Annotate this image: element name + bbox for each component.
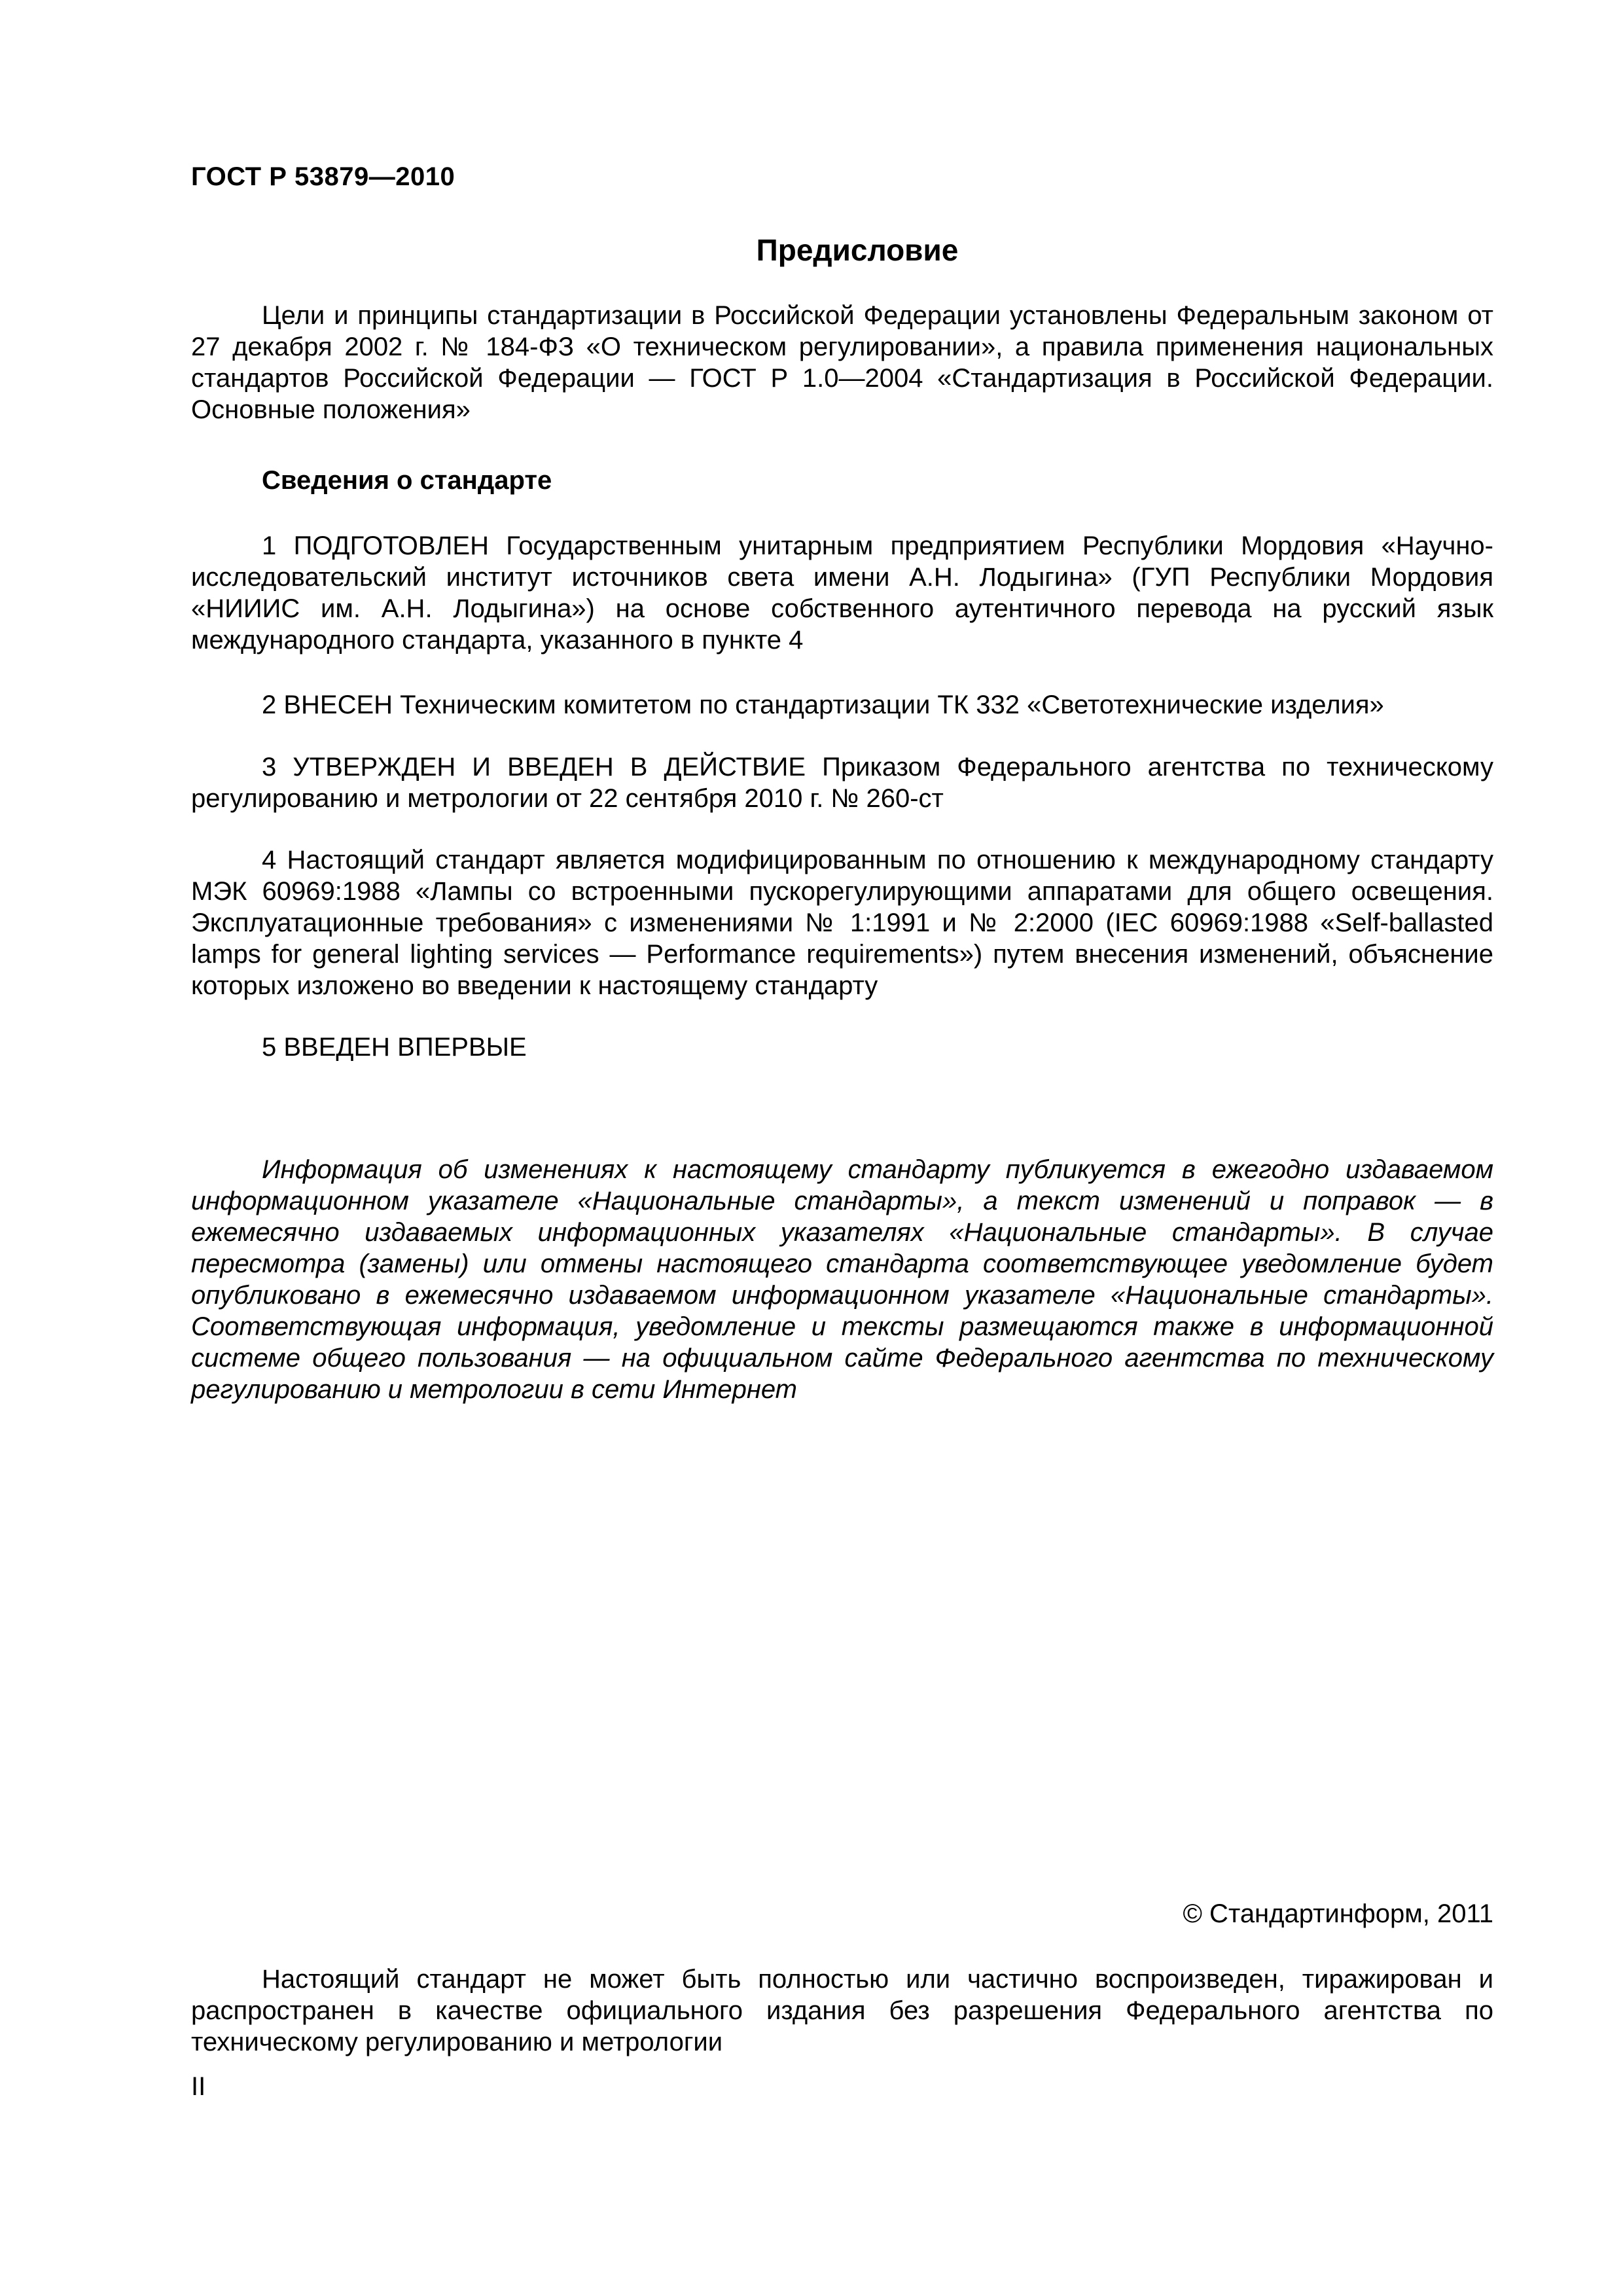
section-heading: Сведения о стандарте bbox=[262, 466, 552, 495]
document-code: ГОСТ Р 53879—2010 bbox=[191, 162, 455, 191]
list-item-2: 2 ВНЕСЕН Техническим комитетом по стандартизации ТК 332 «Светотехнические изделия» bbox=[262, 691, 1384, 719]
page-title: Предисловие bbox=[756, 233, 959, 267]
list-item-1: 1 ПОДГОТОВЛЕН Государственным унитарным предприятием Республики Мордовия «Научно-исследовательский институт источников света имени А.Н. Лодыгина» (ГУП Республики Мордовия «НИИИС им. А.Н. Лодыгина») на основе собственного аутентичного перевода на русский язык международного стандарта, указанного в пункте 4 bbox=[191, 531, 1493, 655]
list-item-3: 3 УТВЕРЖДЕН И ВВЕДЕН В ДЕЙСТВИЕ Приказом Федерального агентства по техническому регулированию и метрологии от 22 сентября 2010 г. № 260-ст bbox=[191, 753, 1493, 813]
changes-notice: Информация об изменениях к настоящему стандарту публикуется в ежегодно издаваемом информационном указателе «Национальные стандарты», а текст изменений и поправок — в ежемесячно издаваемых информационных указателях «Национальные стандарты». В случае пересмотра (замены) или отмены настоящего стандарта соответствующее уведомление будет опубликовано в ежемесячно издаваемом информационном указателе «Национальные стандарты». Соответствующая информация, уведомление и тексты размещаются также в информационной системе общего пользования — на официальном сайте Федерального агентства по техническому регулированию и метрологии в сети Интернет bbox=[191, 1155, 1493, 1404]
page-number: II bbox=[191, 2072, 206, 2101]
reproduction-notice: Настоящий стандарт не может быть полностью или частично воспроизведен, тиражирован и распространен в качестве официального издания без разрешения Федерального агентства по техническому регулированию и метрологии bbox=[191, 1965, 1493, 2056]
intro-paragraph: Цели и принципы стандартизации в Российской Федерации установлены Федеральным законом от 27 декабря 2002 г. № 184-ФЗ «О техническом регулировании», а правила применения национальных стандартов Российской Федерации — ГОСТ Р 1.0—2004 «Стандартизация в Российской Федерации. Основные положения» bbox=[191, 301, 1493, 424]
list-item-4: 4 Настоящий стандарт является модифицированным по отношению к международному стандарту МЭК 60969:1988 «Лампы со встроенными пускорегулирующими аппаратами для общего освещения. Эксплуатационные требования» с изменениями № 1:1991 и № 2:2000 (IEC 60969:1988 «Self-ballasted lamps for general lighting services — Performance requirements») путем внесения изменений, объяснение которых изложено во введении к настоящему стандарту bbox=[191, 846, 1493, 1000]
list-item-5: 5 ВВЕДЕН ВПЕРВЫЕ bbox=[262, 1033, 527, 1062]
copyright: © Стандартинформ, 2011 bbox=[1183, 1899, 1493, 1928]
